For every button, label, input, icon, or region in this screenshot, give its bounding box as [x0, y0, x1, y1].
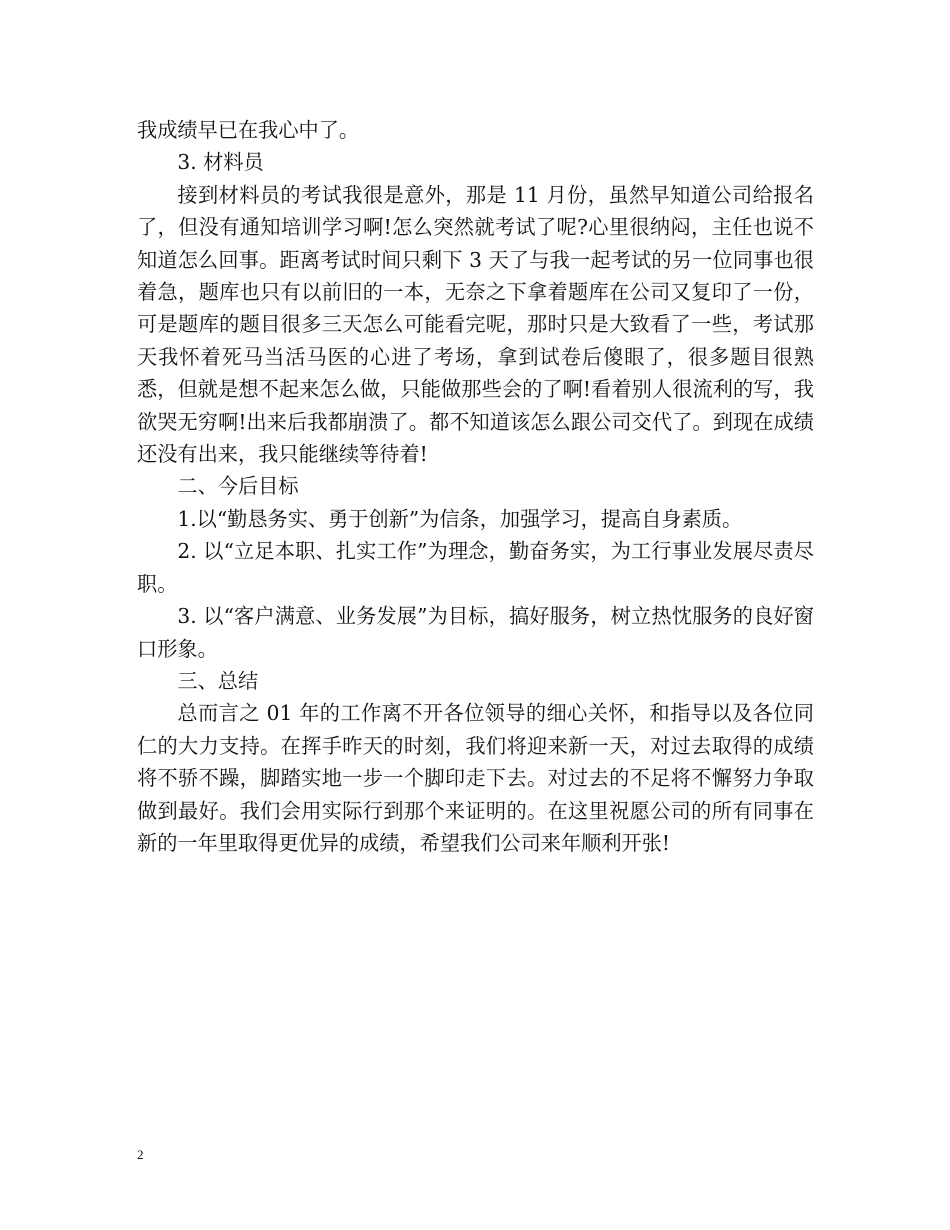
- paragraph-continuation: 我成绩早已在我心中了。: [137, 118, 360, 142]
- section-heading-material-clerk: 3. 材料员: [177, 150, 264, 175]
- page-number: 2: [137, 1147, 144, 1162]
- document-body: [137, 114, 814, 859]
- section-heading-future-goals: 二、今后目标: [177, 474, 299, 499]
- paragraph-summary: 总而言之 01 年的工作离不开各位领导的细心关怀，和指导以及各位同仁的大力支持。在挥手昨天的时刻，我们将迎来新一天，对过去取得的成绩将不骄不躁，脚踏实地一步一个脚印走下去。对过去的不足将不懈努力争取做到最好。我们会用实际行到那个来证明的。在这里祝愿公司的所有同事在新的一年里取得更优异的成绩，希望我们公司来年顺利开张!: [137, 701, 814, 855]
- paragraph-exam-experience: 接到材料员的考试我很是意外，那是 11 月份，虽然早知道公司给报名了，但没有通知培训学习啊!怎么突然就考试了呢?心里很纳闷，主任也说不知道怎么回事。距离考试时间只剩下 3 天了与我一起考试的另一位同事也很着急，题库也只有以前旧的一本，无奈之下拿着题库在公司又复印了一份，可是题库的题目很多三天怎么可能看完呢，那时只是大致看了一些，考试那天我怀着死马当活马医的心进了考场，拿到试卷后傻眼了，很多题目很熟悉，但就是想不起来怎么做，只能做那些会的了啊!看着别人很流利的写，我欲哭无穷啊!出来后我都崩溃了。都不知道该怎么跟公司交代了。到现在成绩还没有出来，我只能继续等待着!: [137, 182, 814, 467]
- goal-item-3: 3. 以“客户满意、业务发展”为目标，搞好服务，树立热忱服务的良好窗口形象。: [137, 604, 814, 661]
- section-heading-summary: 三、总结: [177, 668, 259, 693]
- goal-item-1: 1.以“勤恳务实、勇于创新”为信条，加强学习，提高自身素质。: [177, 506, 743, 531]
- goal-item-2: 2. 以“立足本职、扎实工作”为理念，勤奋务实，为工行事业发展尽责尽职。: [137, 539, 814, 596]
